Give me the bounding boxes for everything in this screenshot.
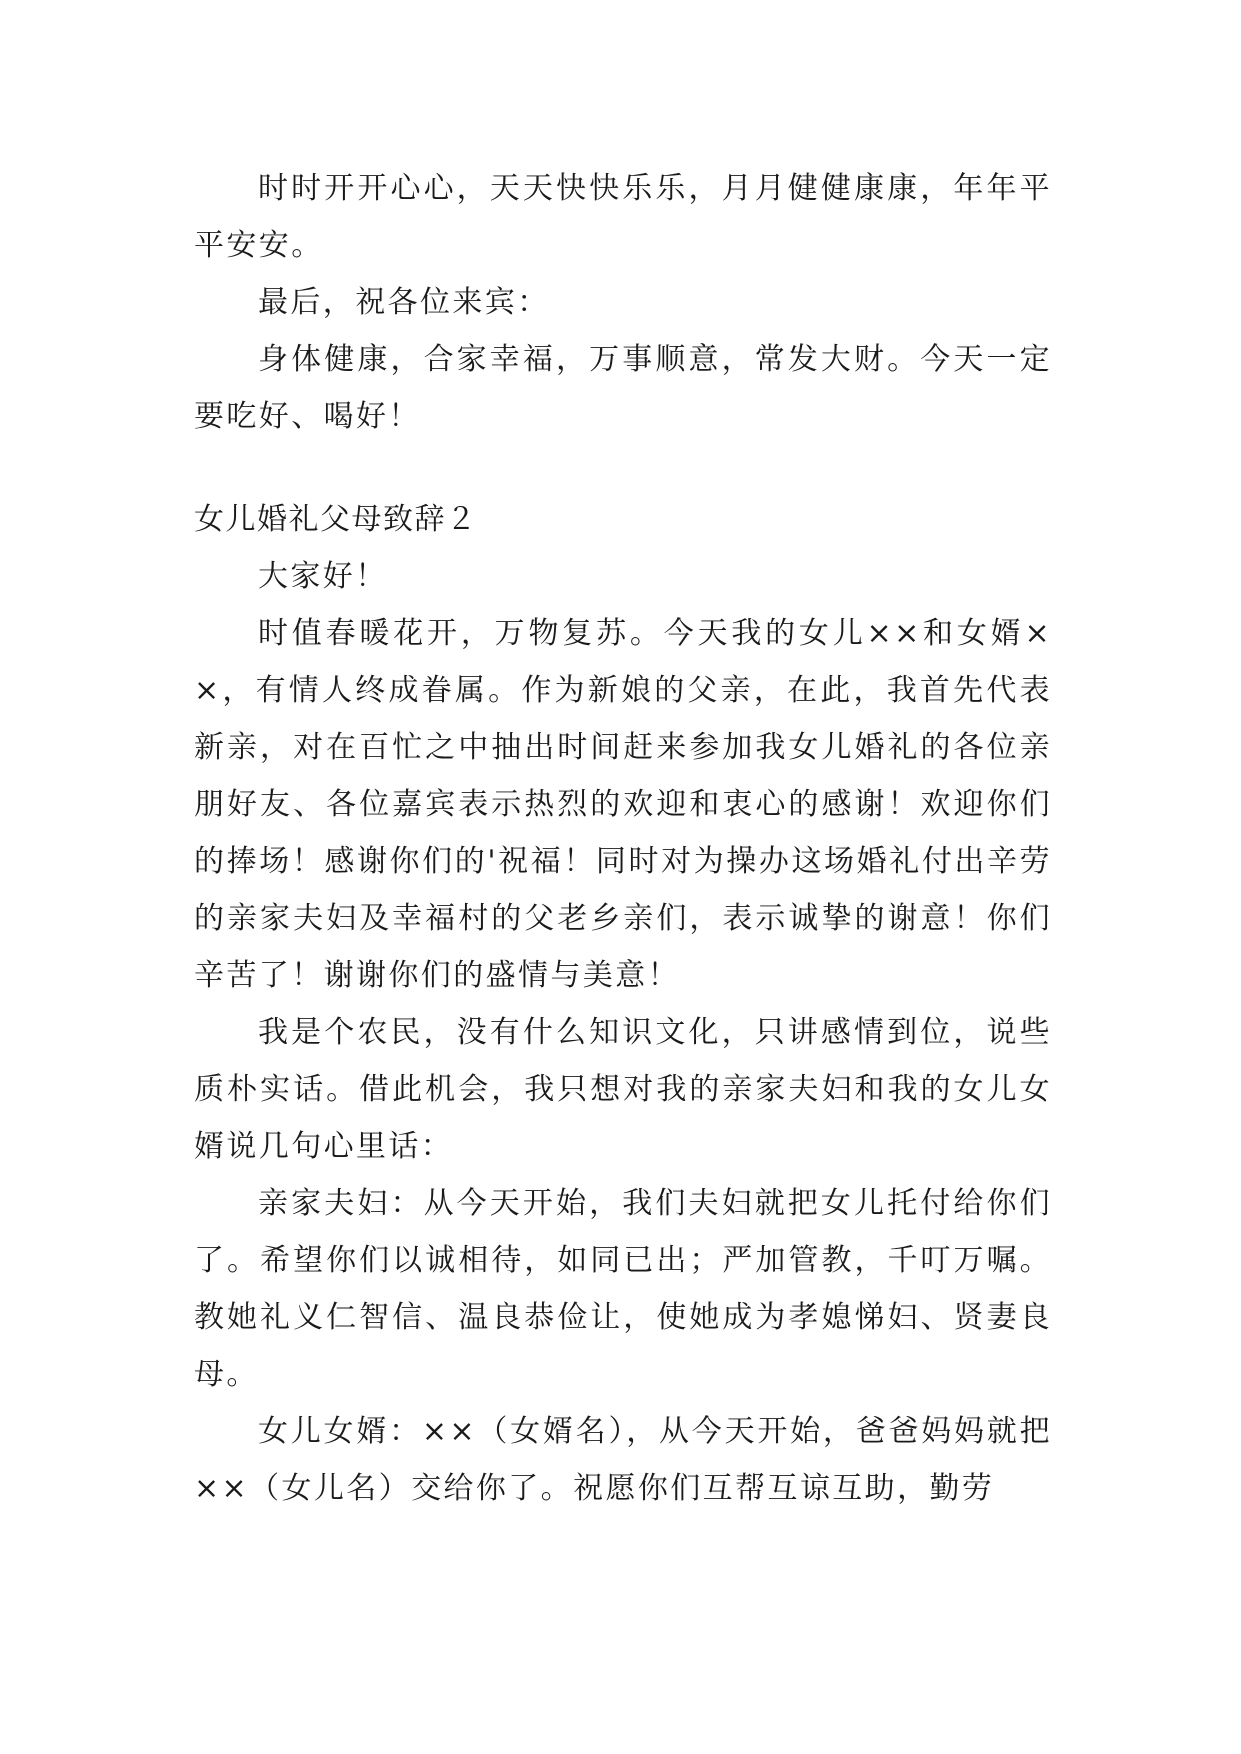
document-body	[194, 160, 1052, 1517]
paragraph-to-in-laws: 亲家夫妇：从今天开始，我们夫妇就把女儿托付给你们了。希望你们以诚相待，如同已出；严加管教，千叮万嘱。教她礼义仁智信、温良恭俭让，使她成为孝媳悌妇、贤妻良母。	[194, 1186, 1052, 1392]
paragraph-welcome: 时值春暖花开，万物复苏。今天我的女儿××和女婿××，有情人终成眷属。作为新娘的父亲，在此，我首先代表新亲，对在百忙之中抽出时间赶来参加我女儿婚礼的各位亲朋好友、各位嘉宾表示热烈的欢迎和衷心的感谢！欢迎你们的捧场！感谢你们的'祝福！同时对为操办这场婚礼付出辛劳的亲家夫妇及幸福村的父老乡亲们，表示诚挚的谢意！你们辛苦了！谢谢你们的盛情与美意！	[194, 616, 1052, 993]
paragraph-closing-wishes: 身体健康，合家幸福，万事顺意，常发大财。今天一定要吃好、喝好！	[194, 342, 1052, 434]
paragraph-wishes: 时时开开心心，天天快快乐乐，月月健健康康，年年平平安安。	[194, 171, 1052, 263]
paragraph-to-couple: 女儿女婿：××（女婿名），从今天开始，爸爸妈妈就把××（女儿名）交给你了。祝愿你们互帮互谅互助，勤劳	[194, 1414, 1052, 1506]
paragraph-closing-intro: 最后，祝各位来宾：	[258, 285, 550, 320]
section-gap	[194, 445, 1052, 491]
section-title: 女儿婚礼父母致辞２	[194, 502, 478, 537]
paragraph-greeting: 大家好！	[258, 559, 388, 594]
paragraph-self-intro: 我是个农民，没有什么知识文化，只讲感情到位，说些质朴实话。借此机会，我只想对我的亲家夫妇和我的女儿女婿说几句心里话：	[194, 1015, 1052, 1164]
